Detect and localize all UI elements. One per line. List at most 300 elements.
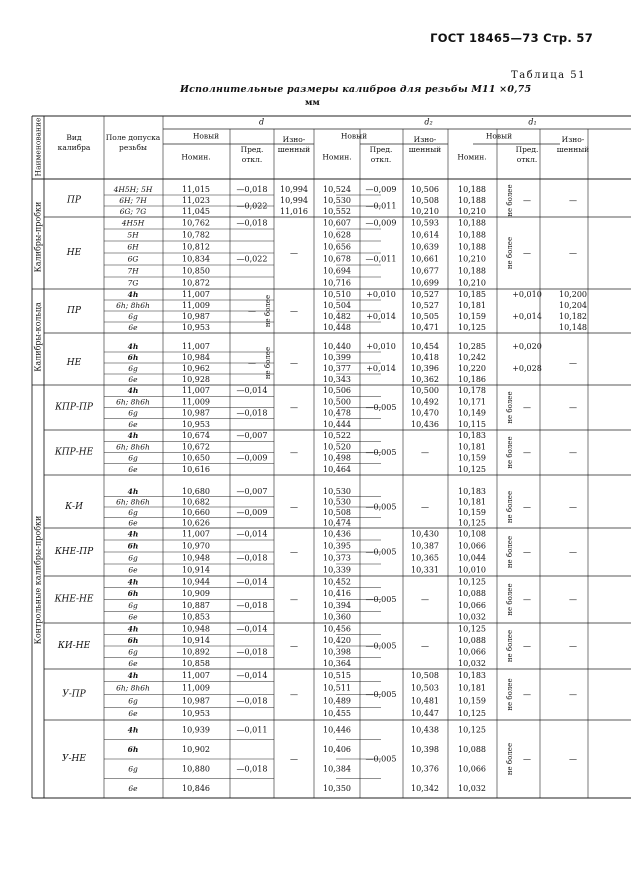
value-cell: —0,009 bbox=[236, 507, 268, 517]
value-cell: 10,522 bbox=[323, 431, 351, 441]
value-cell: — bbox=[569, 690, 577, 699]
value-cell: — bbox=[523, 248, 531, 258]
value-cell: 10,418 bbox=[411, 353, 439, 362]
gauge-kind: ПР bbox=[67, 306, 81, 316]
value-cell: 10,846 bbox=[182, 783, 210, 793]
value-cell: 10,159 bbox=[458, 507, 486, 517]
value-cell: —0,011 bbox=[236, 725, 268, 735]
tolerance-field: 7H bbox=[127, 266, 139, 276]
value-cell: 10,987 bbox=[182, 696, 210, 706]
value-cell: 10,186 bbox=[458, 375, 486, 384]
value-cell: 10,474 bbox=[323, 518, 351, 528]
value-cell: 10,188 bbox=[458, 230, 486, 240]
value-cell: 10,183 bbox=[458, 486, 486, 496]
value-cell: — bbox=[290, 547, 298, 557]
value-cell: +0,010 bbox=[366, 290, 396, 299]
tolerance-field: 6g bbox=[128, 696, 138, 706]
value-cell: 10,492 bbox=[411, 397, 439, 407]
value-cell: —0,018 bbox=[236, 647, 268, 657]
value-cell: — bbox=[290, 248, 298, 258]
value-cell: 10,188 bbox=[458, 218, 486, 228]
value-cell: 10,858 bbox=[182, 658, 210, 668]
value-cell: —0,005 bbox=[365, 595, 397, 604]
header-worn-1: Изно- bbox=[282, 135, 306, 144]
value-cell: —0,009 bbox=[236, 453, 268, 463]
value-cell: 10,880 bbox=[182, 764, 210, 774]
value-cell: 10,650 bbox=[182, 453, 210, 463]
value-cell: 10,607 bbox=[323, 218, 351, 228]
value-cell: 10,628 bbox=[323, 230, 351, 240]
value-cell: 10,994 bbox=[280, 185, 308, 194]
value-cell: 10,088 bbox=[458, 589, 486, 599]
value-cell: 10,066 bbox=[458, 600, 486, 610]
value-cell: — bbox=[569, 502, 577, 512]
header-nom: Номин. bbox=[457, 152, 487, 162]
tolerance-field: 6g bbox=[128, 312, 138, 321]
tolerance-field: 4h bbox=[127, 725, 139, 735]
value-cell: 10,125 bbox=[458, 577, 486, 587]
value-cell: 10,944 bbox=[182, 577, 210, 587]
value-cell: 10,448 bbox=[323, 323, 351, 332]
tolerance-field: 6e bbox=[128, 709, 138, 719]
note-ne-bolee: не более bbox=[264, 346, 272, 380]
value-cell: 10,444 bbox=[323, 419, 351, 429]
note-ne-bolee: не более bbox=[506, 184, 514, 217]
note-ne-bolee: не более bbox=[506, 535, 514, 569]
value-cell: 10,987 bbox=[182, 312, 210, 321]
note-ne-bolee: не более bbox=[506, 490, 514, 524]
value-cell: 10,593 bbox=[411, 218, 439, 228]
value-cell: 10,365 bbox=[411, 553, 439, 563]
tolerance-field: 6h; 8h6h bbox=[116, 397, 150, 407]
value-cell: 10,470 bbox=[411, 408, 439, 418]
header-dev-2: откл. bbox=[516, 155, 538, 164]
value-cell: 10,210 bbox=[411, 207, 439, 216]
tolerance-field: 6e bbox=[128, 323, 138, 332]
header-new-d: Новый bbox=[192, 131, 220, 141]
value-cell: —0,005 bbox=[365, 403, 397, 412]
value-cell: — bbox=[290, 690, 298, 699]
value-cell: 10,678 bbox=[323, 254, 351, 264]
value-cell: 10,115 bbox=[458, 419, 486, 429]
value-cell: 10,939 bbox=[182, 725, 210, 735]
table-label: Таблица 51 bbox=[511, 70, 586, 81]
header-nom: Номин. bbox=[322, 152, 352, 162]
value-cell: 10,416 bbox=[323, 589, 351, 599]
value-cell: 10,350 bbox=[323, 783, 351, 793]
value-cell: 10,181 bbox=[458, 301, 486, 310]
value-cell: 10,125 bbox=[458, 709, 486, 719]
value-cell: 10,181 bbox=[458, 442, 486, 452]
value-cell: 10,520 bbox=[323, 442, 351, 452]
value-cell: 10,962 bbox=[182, 364, 210, 373]
value-cell: — bbox=[290, 641, 298, 651]
tolerance-field: 6g bbox=[128, 647, 138, 657]
note-ne-bolee: не более bbox=[506, 678, 514, 711]
tolerance-field: 6e bbox=[128, 565, 138, 575]
value-cell: 10,188 bbox=[458, 266, 486, 276]
header-tolerance-1: Поле допуска bbox=[105, 133, 161, 142]
value-cell: 10,185 bbox=[458, 290, 486, 299]
header-dev-2: откл. bbox=[370, 155, 392, 164]
value-cell: — bbox=[290, 595, 298, 604]
value-cell: — bbox=[523, 196, 531, 205]
value-cell: — bbox=[569, 595, 577, 604]
value-cell: — bbox=[569, 358, 577, 368]
value-cell: 10,508 bbox=[323, 507, 351, 517]
tolerance-field: 4H5H; 5H bbox=[113, 185, 153, 194]
value-cell: — bbox=[569, 754, 577, 764]
value-cell: — bbox=[523, 690, 531, 699]
value-cell: 10,530 bbox=[323, 196, 351, 205]
value-cell: 10,482 bbox=[323, 312, 351, 321]
value-cell: 10,506 bbox=[323, 386, 351, 396]
value-cell: 10,511 bbox=[323, 683, 351, 693]
value-cell: —0,007 bbox=[236, 431, 268, 441]
tolerance-field: 4h bbox=[127, 342, 139, 351]
tolerance-field: 6g bbox=[128, 408, 138, 418]
note-ne-bolee: не более bbox=[506, 629, 514, 663]
value-cell: 10,656 bbox=[323, 242, 351, 252]
value-cell: 10,639 bbox=[411, 242, 439, 252]
gauge-kind: КНЕ-НЕ bbox=[54, 594, 94, 605]
value-cell: 10,902 bbox=[182, 744, 210, 754]
value-cell: 10,812 bbox=[182, 242, 210, 252]
value-cell: — bbox=[523, 502, 531, 512]
value-cell: 10,674 bbox=[182, 431, 210, 441]
value-cell: 10,342 bbox=[411, 783, 439, 793]
value-cell: 10,387 bbox=[411, 541, 439, 551]
value-cell: 10,928 bbox=[182, 375, 210, 384]
value-cell: 10,887 bbox=[182, 600, 210, 610]
value-cell: 10,066 bbox=[458, 541, 486, 551]
value-cell: 10,398 bbox=[323, 647, 351, 657]
value-cell: 10,464 bbox=[323, 464, 351, 474]
value-cell: 10,478 bbox=[323, 408, 351, 418]
note-ne-bolee: не более bbox=[506, 236, 514, 270]
value-cell: 10,210 bbox=[458, 207, 486, 216]
value-cell: 10,032 bbox=[458, 612, 486, 622]
value-cell: —0,018 bbox=[236, 218, 268, 228]
value-cell: 10,500 bbox=[323, 397, 351, 407]
value-cell: 10,948 bbox=[182, 553, 210, 563]
value-cell: 10,682 bbox=[182, 497, 210, 507]
value-cell: 10,489 bbox=[323, 696, 351, 706]
value-cell: — bbox=[569, 448, 577, 457]
gauge-kind: У-ПР bbox=[62, 689, 86, 700]
value-cell: 10,987 bbox=[182, 408, 210, 418]
header-dev-1: Пред. bbox=[369, 145, 393, 154]
value-cell: — bbox=[569, 403, 577, 412]
value-cell: 10,125 bbox=[458, 464, 486, 474]
header-dev-1: Пред. bbox=[515, 145, 539, 154]
value-cell: 11,007 bbox=[182, 342, 210, 351]
value-cell: 10,505 bbox=[411, 312, 439, 321]
value-cell: 10,032 bbox=[458, 783, 486, 793]
value-cell: 10,699 bbox=[411, 278, 439, 288]
tolerance-field: 4h bbox=[127, 529, 139, 539]
value-cell: 10,066 bbox=[458, 647, 486, 657]
value-cell: —0,009 bbox=[365, 218, 397, 228]
value-cell: 10,430 bbox=[411, 529, 439, 539]
value-cell: — bbox=[421, 448, 429, 457]
note-ne-bolee: не более bbox=[506, 742, 514, 776]
value-cell: 10,471 bbox=[411, 323, 439, 332]
gauge-kind: КНЕ-ПР bbox=[54, 547, 94, 557]
value-cell: 10,527 bbox=[411, 290, 439, 299]
value-cell: 10,210 bbox=[458, 254, 486, 264]
value-cell: 10,183 bbox=[458, 670, 486, 680]
header-kind-1: Вид bbox=[66, 133, 82, 142]
value-cell: —0,005 bbox=[365, 754, 397, 764]
header-dev-2: откл. bbox=[241, 155, 263, 164]
value-cell: 10,343 bbox=[323, 375, 351, 384]
value-cell: 10,892 bbox=[182, 647, 210, 657]
tolerance-field: 6h; 8h6h bbox=[116, 301, 150, 310]
value-cell: — bbox=[421, 641, 429, 651]
tolerance-field: 6e bbox=[128, 419, 138, 429]
value-cell: 10,953 bbox=[182, 419, 210, 429]
value-cell: —0,014 bbox=[236, 624, 268, 634]
tolerance-field: 4h bbox=[127, 486, 139, 496]
value-cell: — bbox=[290, 403, 298, 412]
value-cell: — bbox=[523, 403, 531, 412]
header-worn-1: Изно- bbox=[561, 135, 585, 144]
note-ne-bolee: не более bbox=[264, 294, 272, 328]
value-cell: 11,016 bbox=[280, 207, 308, 216]
header-worn-1: Изно- bbox=[413, 135, 437, 144]
value-cell: 10,914 bbox=[182, 565, 210, 575]
value-cell: —0,018 bbox=[236, 553, 268, 563]
value-cell: — bbox=[523, 595, 531, 604]
value-cell: 10,530 bbox=[323, 497, 351, 507]
gauge-kind: КПР-НЕ bbox=[54, 447, 94, 458]
header-worn-2: шенный bbox=[556, 145, 590, 154]
tolerance-field: 4h bbox=[127, 431, 139, 441]
value-cell: 10,360 bbox=[323, 612, 351, 622]
value-cell: +0,028 bbox=[512, 364, 542, 373]
value-cell: 10,182 bbox=[559, 312, 587, 321]
tolerance-field: 6g bbox=[128, 364, 138, 373]
value-cell: — bbox=[569, 248, 577, 258]
value-cell: 10,406 bbox=[323, 744, 351, 754]
header-kind-2: калибра bbox=[57, 143, 91, 152]
value-cell: 10,148 bbox=[559, 323, 587, 332]
value-cell: 10,948 bbox=[182, 624, 210, 634]
tolerance-field: 5H bbox=[127, 230, 139, 240]
value-cell: — bbox=[523, 754, 531, 764]
value-cell: —0,022 bbox=[236, 254, 268, 264]
value-cell: —0,018 bbox=[236, 408, 268, 418]
value-cell: 10,149 bbox=[458, 408, 486, 418]
value-cell: 10,125 bbox=[458, 518, 486, 528]
value-cell: 11,007 bbox=[182, 529, 210, 539]
value-cell: 11,009 bbox=[182, 397, 210, 407]
value-cell: 10,188 bbox=[458, 242, 486, 252]
value-cell: 10,420 bbox=[323, 635, 351, 645]
value-cell: 10,394 bbox=[323, 600, 351, 610]
tolerance-field: 4H5H bbox=[121, 218, 145, 228]
value-cell: 10,188 bbox=[458, 185, 486, 194]
value-cell: —0,005 bbox=[365, 690, 397, 699]
value-cell: 10,438 bbox=[411, 725, 439, 735]
tolerance-field: 6e bbox=[128, 612, 138, 622]
group-label-plugs: Калибры-пробки bbox=[33, 201, 43, 273]
value-cell: 10,481 bbox=[411, 696, 439, 706]
value-cell: 11,007 bbox=[182, 290, 210, 299]
value-cell: 10,362 bbox=[411, 375, 439, 384]
note-ne-bolee: не более bbox=[506, 583, 514, 616]
value-cell: — bbox=[523, 641, 531, 651]
tolerance-field: 6h bbox=[127, 353, 139, 362]
value-cell: —0,005 bbox=[365, 448, 397, 457]
value-cell: 10,200 bbox=[559, 290, 587, 299]
value-cell: 10,530 bbox=[323, 486, 351, 496]
value-cell: —0,022 bbox=[236, 201, 268, 211]
header-d2: d₂ bbox=[424, 117, 433, 127]
value-cell: 10,159 bbox=[458, 696, 486, 706]
value-cell: 10,984 bbox=[182, 353, 210, 362]
value-cell: —0,018 bbox=[236, 600, 268, 610]
value-cell: 10,850 bbox=[182, 266, 210, 276]
value-cell: 10,672 bbox=[182, 442, 210, 452]
value-cell: 10,181 bbox=[458, 683, 486, 693]
value-cell: 10,527 bbox=[411, 301, 439, 310]
tolerance-field: 4h bbox=[127, 290, 139, 299]
header-new-d2: Новый bbox=[340, 131, 368, 141]
value-cell: —0,011 bbox=[365, 201, 397, 211]
value-cell: 10,515 bbox=[323, 670, 351, 680]
value-cell: 10,616 bbox=[182, 464, 210, 474]
value-cell: 11,007 bbox=[182, 670, 210, 680]
tolerance-field: 6e bbox=[128, 375, 138, 384]
value-cell: 10,183 bbox=[458, 431, 486, 441]
value-cell: 11,007 bbox=[182, 386, 210, 396]
value-cell: —0,005 bbox=[365, 547, 397, 557]
value-cell: — bbox=[569, 196, 577, 205]
value-cell: 10,436 bbox=[411, 419, 439, 429]
tolerance-field: 6h bbox=[127, 744, 139, 754]
value-cell: 11,023 bbox=[182, 196, 210, 205]
value-cell: — bbox=[569, 547, 577, 557]
value-cell: 10,694 bbox=[323, 266, 351, 276]
tolerance-field: 6g bbox=[128, 507, 138, 517]
value-cell: 10,853 bbox=[182, 612, 210, 622]
value-cell: — bbox=[523, 547, 531, 557]
value-cell: — bbox=[421, 595, 429, 604]
value-cell: 10,125 bbox=[458, 323, 486, 332]
value-cell: —0,011 bbox=[365, 254, 397, 264]
note-ne-bolee: не более bbox=[506, 436, 514, 469]
unit-label: мм bbox=[305, 98, 320, 108]
value-cell: 10,066 bbox=[458, 764, 486, 774]
page-header: ГОСТ 18465—73 Стр. 57 bbox=[430, 31, 593, 45]
value-cell: —0,014 bbox=[236, 529, 268, 539]
value-cell: +0,010 bbox=[512, 290, 542, 299]
value-cell: 10,508 bbox=[411, 670, 439, 680]
value-cell: 10,970 bbox=[182, 541, 210, 551]
value-cell: +0,010 bbox=[366, 342, 396, 351]
value-cell: —0,014 bbox=[236, 577, 268, 587]
tolerance-field: 4h bbox=[127, 577, 139, 587]
value-cell: 10,339 bbox=[323, 565, 351, 575]
value-cell: 10,436 bbox=[323, 529, 351, 539]
value-cell: 10,399 bbox=[323, 353, 351, 362]
value-cell: —0,014 bbox=[236, 670, 268, 680]
value-cell: 10,395 bbox=[323, 541, 351, 551]
value-cell: 10,500 bbox=[411, 386, 439, 396]
gauge-kind: НЕ bbox=[66, 358, 82, 368]
value-cell: 10,285 bbox=[458, 342, 486, 351]
value-cell: +0,020 bbox=[512, 342, 542, 351]
value-cell: — bbox=[290, 306, 298, 316]
value-cell: 10,447 bbox=[411, 709, 439, 719]
value-cell: 10,331 bbox=[411, 565, 439, 575]
value-cell: 10,396 bbox=[411, 364, 439, 373]
value-cell: 10,454 bbox=[411, 342, 439, 351]
value-cell: 10,524 bbox=[323, 185, 351, 194]
tolerance-field: 6g bbox=[128, 453, 138, 463]
gauge-kind: КИ-НЕ bbox=[57, 641, 91, 651]
gauge-kind: ПР bbox=[67, 195, 81, 206]
tolerance-field: 4h bbox=[127, 386, 139, 396]
value-cell: 10,953 bbox=[182, 709, 210, 719]
value-cell: 10,503 bbox=[411, 683, 439, 693]
value-cell: 10,677 bbox=[411, 266, 439, 276]
value-cell: —0,005 bbox=[365, 502, 397, 512]
value-cell: 10,716 bbox=[323, 278, 351, 288]
header-worn-2: шенный bbox=[277, 145, 311, 154]
value-cell: —0,018 bbox=[236, 696, 268, 706]
tolerance-field: 6h; 8h6h bbox=[116, 442, 150, 452]
tolerance-field: 6h bbox=[127, 589, 139, 599]
value-cell: 10,125 bbox=[458, 725, 486, 735]
tolerance-field: 6e bbox=[128, 658, 138, 668]
value-cell: +0,014 bbox=[366, 312, 396, 321]
value-cell: +0,014 bbox=[366, 364, 396, 373]
value-cell: 10,088 bbox=[458, 635, 486, 645]
value-cell: —0,018 bbox=[236, 185, 268, 194]
tolerance-field: 6h bbox=[127, 541, 139, 551]
value-cell: 10,762 bbox=[182, 218, 210, 228]
value-cell: 10,626 bbox=[182, 518, 210, 528]
header-dev-1: Пред. bbox=[240, 145, 264, 154]
value-cell: 10,032 bbox=[458, 658, 486, 668]
tolerance-field: 6g bbox=[128, 553, 138, 563]
value-cell: 10,178 bbox=[458, 386, 486, 396]
value-cell: 10,680 bbox=[182, 486, 210, 496]
value-cell: 10,446 bbox=[323, 725, 351, 735]
header-worn-2: шенный bbox=[408, 145, 442, 154]
header-d: d bbox=[258, 117, 265, 127]
tolerance-field: 6g bbox=[128, 764, 138, 774]
tolerance-field: 6e bbox=[128, 464, 138, 474]
tolerance-field: 6e bbox=[128, 518, 138, 528]
value-cell: 10,909 bbox=[182, 589, 210, 599]
value-cell: —0,018 bbox=[236, 764, 268, 774]
value-cell: — bbox=[523, 448, 531, 457]
tolerance-field: 6h; 8h6h bbox=[116, 497, 150, 507]
value-cell: 10,108 bbox=[458, 529, 486, 539]
value-cell: — bbox=[290, 502, 298, 512]
tolerance-field: 6H bbox=[127, 242, 139, 252]
gauge-kind: К-И bbox=[65, 502, 83, 512]
value-cell: 10,510 bbox=[323, 290, 351, 299]
value-cell: 10,456 bbox=[323, 624, 351, 634]
tolerance-field: 4h bbox=[127, 670, 139, 680]
value-cell: 11,009 bbox=[182, 301, 210, 310]
header-d1: d₁ bbox=[528, 117, 537, 127]
